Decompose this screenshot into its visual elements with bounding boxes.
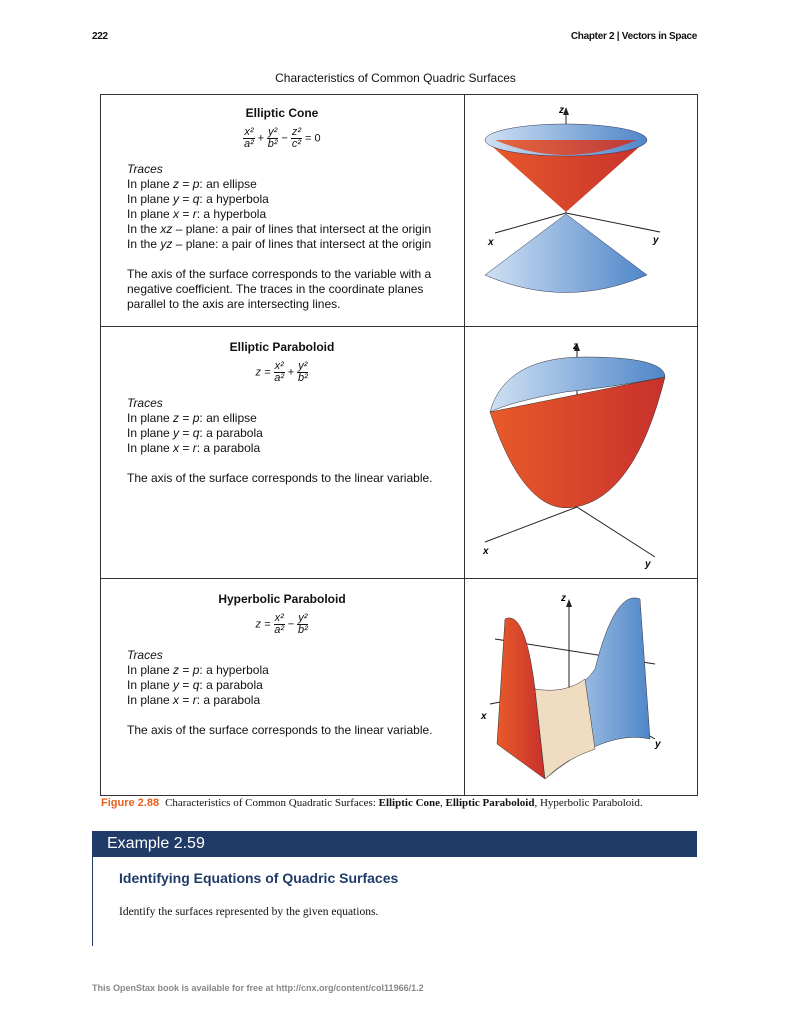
traces-label: Traces: [127, 396, 163, 410]
axis-description: The axis of the surface corresponds to the variable with a negative coefficient. The traces in the coordinate planes parallel to the axis are intersecting lines.: [127, 267, 432, 311]
figure-title: Characteristics of Common Quadric Surfaces: [275, 71, 516, 85]
trace-line: In plane x = r: a parabola: [127, 693, 261, 707]
chapter-header: Chapter 2 | Vectors in Space: [570, 31, 697, 42]
trace-line: In plane y = q: a parabola: [127, 678, 263, 692]
trace-line: In the xz – plane: a pair of lines that intersect at the origin: [127, 222, 432, 236]
elliptic-cone-graph: [465, 95, 696, 326]
surface-title: Elliptic Cone: [245, 106, 319, 120]
trace-line: In the yz – plane: a pair of lines that intersect at the origin: [127, 237, 432, 251]
svg-text:z: z: [573, 341, 578, 352]
trace-line: In plane y = q: a hyperbola: [127, 192, 269, 206]
hyperbolic-paraboloid-graph: [465, 579, 696, 794]
elliptic-paraboloid-graph: [465, 327, 696, 578]
example-title: Identifying Equations of Quadric Surfaces: [119, 870, 399, 886]
equation: z = $\frac{\text{x²}}{\text{a²}}$ + $\frac{\text{y²}}{\text{b²}}$: [255, 360, 308, 384]
example-label: Example 2.59: [107, 835, 205, 852]
equation: z = $\frac{\text{x²}}{\text{a²}}$ − $\frac{\text{y²}}{\text{b²}}$: [255, 612, 308, 636]
axis-description: The axis of the surface corresponds to the linear variable.: [127, 723, 433, 737]
example-text: Identify the surfaces represented by the given equations.: [119, 906, 379, 918]
traces-label: Traces: [127, 648, 163, 662]
cell-elliptic-cone: [100, 106, 464, 312]
svg-text:x: x: [483, 546, 489, 557]
axis-label-x: x: [488, 237, 494, 248]
traces: [100, 648, 464, 738]
example-banner: [92, 831, 697, 857]
axis-description: The axis of the surface corresponds to the linear variable.: [127, 471, 433, 485]
svg-text:z: z: [561, 593, 566, 604]
svg-text:y: y: [655, 739, 661, 750]
example-border: [92, 857, 93, 946]
svg-text:y: y: [645, 559, 651, 570]
surface-title: Elliptic Paraboloid: [229, 340, 335, 354]
axis-label-z: z: [559, 105, 564, 116]
figure-label: Figure 2.88: [101, 797, 160, 809]
trace-line: In plane z = p: a hyperbola: [127, 663, 269, 677]
svg-text:x: x: [481, 711, 487, 722]
cell-hyperbolic-paraboloid: [100, 592, 464, 738]
traces-label: Traces: [127, 162, 163, 176]
footer: This OpenStax book is available for free at http://cnx.org/content/col11966/1.2: [92, 983, 424, 993]
equation: $\frac{\text{x²}}{\text{a²}}$ + $\frac{\text{y²}}{\text{b²}}$ − $\frac{\text{z²}}{\text{c²}}$ = 0: [244, 126, 321, 150]
trace-line: In plane z = p: an ellipse: [127, 177, 257, 191]
traces: [100, 396, 464, 486]
axis-label-y: y: [653, 235, 659, 246]
trace-line: In plane x = r: a parabola: [127, 441, 261, 455]
page-number: 222: [92, 31, 108, 42]
trace-line: In plane y = q: a parabola: [127, 426, 263, 440]
figure-caption: Figure 2.88 Characteristics of Common Quadratic Surfaces: Elliptic Cone, Elliptic Paraboloid, Hyperbolic Paraboloid.: [101, 797, 643, 809]
trace-line: In plane z = p: an ellipse: [127, 411, 257, 425]
traces: [100, 162, 464, 312]
trace-line: In plane x = r: a hyperbola: [127, 207, 267, 221]
cell-elliptic-paraboloid: [100, 340, 464, 486]
surface-title: Hyperbolic Paraboloid: [218, 592, 346, 606]
